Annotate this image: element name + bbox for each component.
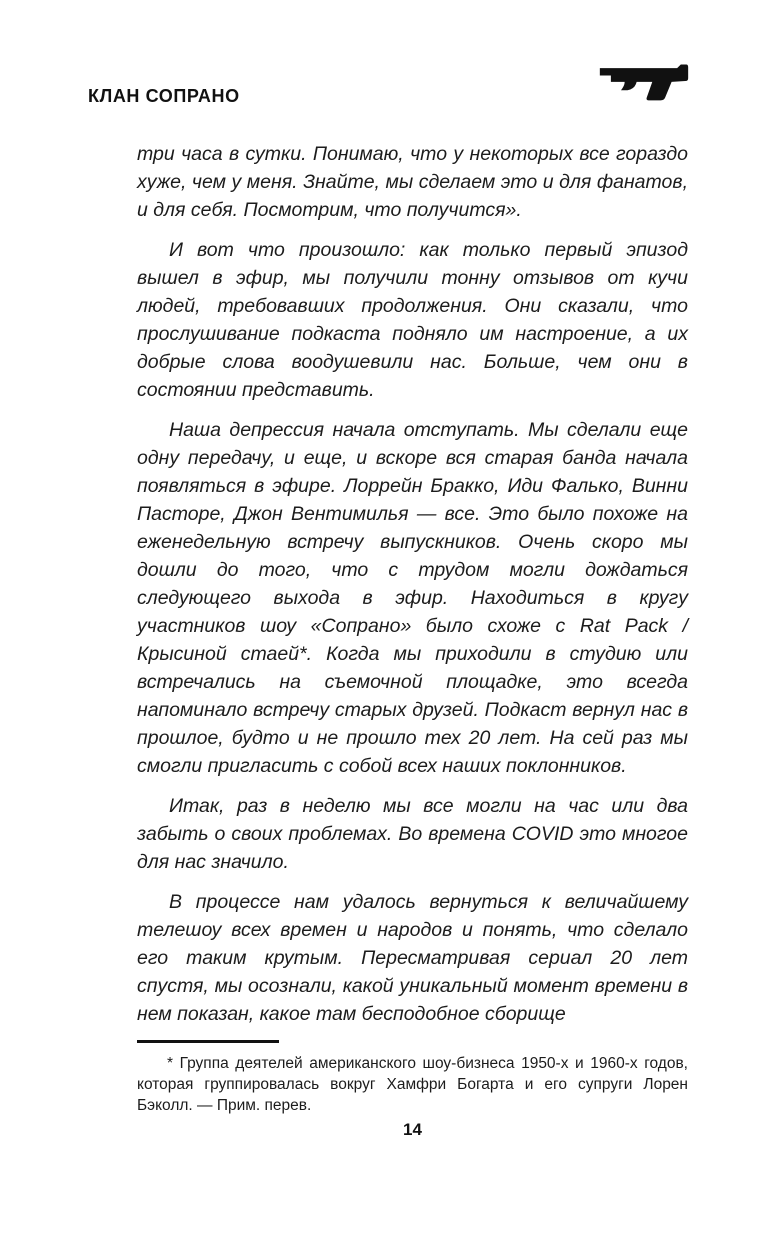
paragraph: Итак, раз в неделю мы все могли на час или два забыть о своих проблемах. Во времена COVID это многое для нас значило. bbox=[137, 795, 688, 873]
footnote: * Группа деятелей американского шоу-бизнеса 1950-х и 1960-х годов, которая группировалась вокруг Хамфри Богарта и его супруги Лорен Бэколл. — Прим. перев. bbox=[137, 1055, 688, 1114]
paragraph: И вот что произошло: как только первый эпизод вышел в эфир, мы получили тонну отзывов от кучи людей, требовавших продолжения. Они сказали, что прослушивание подкаста подняло им настроение, а их добрые слова воодушевили нас. Больше, чем они в состоянии представить. bbox=[137, 239, 688, 401]
paragraph: Наша депрессия начала отступать. Мы сделали еще одну передачу, и еще, и вскоре вся старая банда начала появляться в эфире. Лоррейн Бракко, Иди Фалько, Винни Пасторе, Джон Вентимилья — все. Это было похоже на еженедельную встречу выпускников. Очень скоро мы дошли до того, что с трудом могли дождаться следующего выхода в эфир. Находиться в кругу участников шоу «Сопрано» было схоже с Rat Pack / Крысиной стаей*. Когда мы приходили в студию или встречались на съемочной площадке, это всегда напоминало встречу старых друзей. Подкаст вернул нас в прошлое, будто и не прошло тех 20 лет. На сей раз мы смогли пригласить с собой всех наших поклонников. bbox=[137, 419, 688, 777]
paragraph: три часа в сутки. Понимаю, что у некоторых все гораздо хуже, чем у меня. Знайте, мы сделаем это и для фанатов, и для себя. Посмотрим, что получится». bbox=[137, 143, 688, 221]
body-text-block bbox=[137, 140, 688, 1128]
page-number: 14 bbox=[403, 1120, 422, 1139]
footnote-divider bbox=[137, 1040, 279, 1043]
running-head: КЛАН СОПРАНО bbox=[88, 86, 240, 106]
paragraph: В процессе нам удалось вернуться к величайшему телешоу всех времен и народов и понять, что сделало его таким крутым. Пересматривая сериал 20 лет спустя, мы осознали, какой уникальный момент времени в нем показан, какое там бесподобное сборище bbox=[137, 891, 688, 1025]
pistol-icon bbox=[598, 60, 690, 102]
